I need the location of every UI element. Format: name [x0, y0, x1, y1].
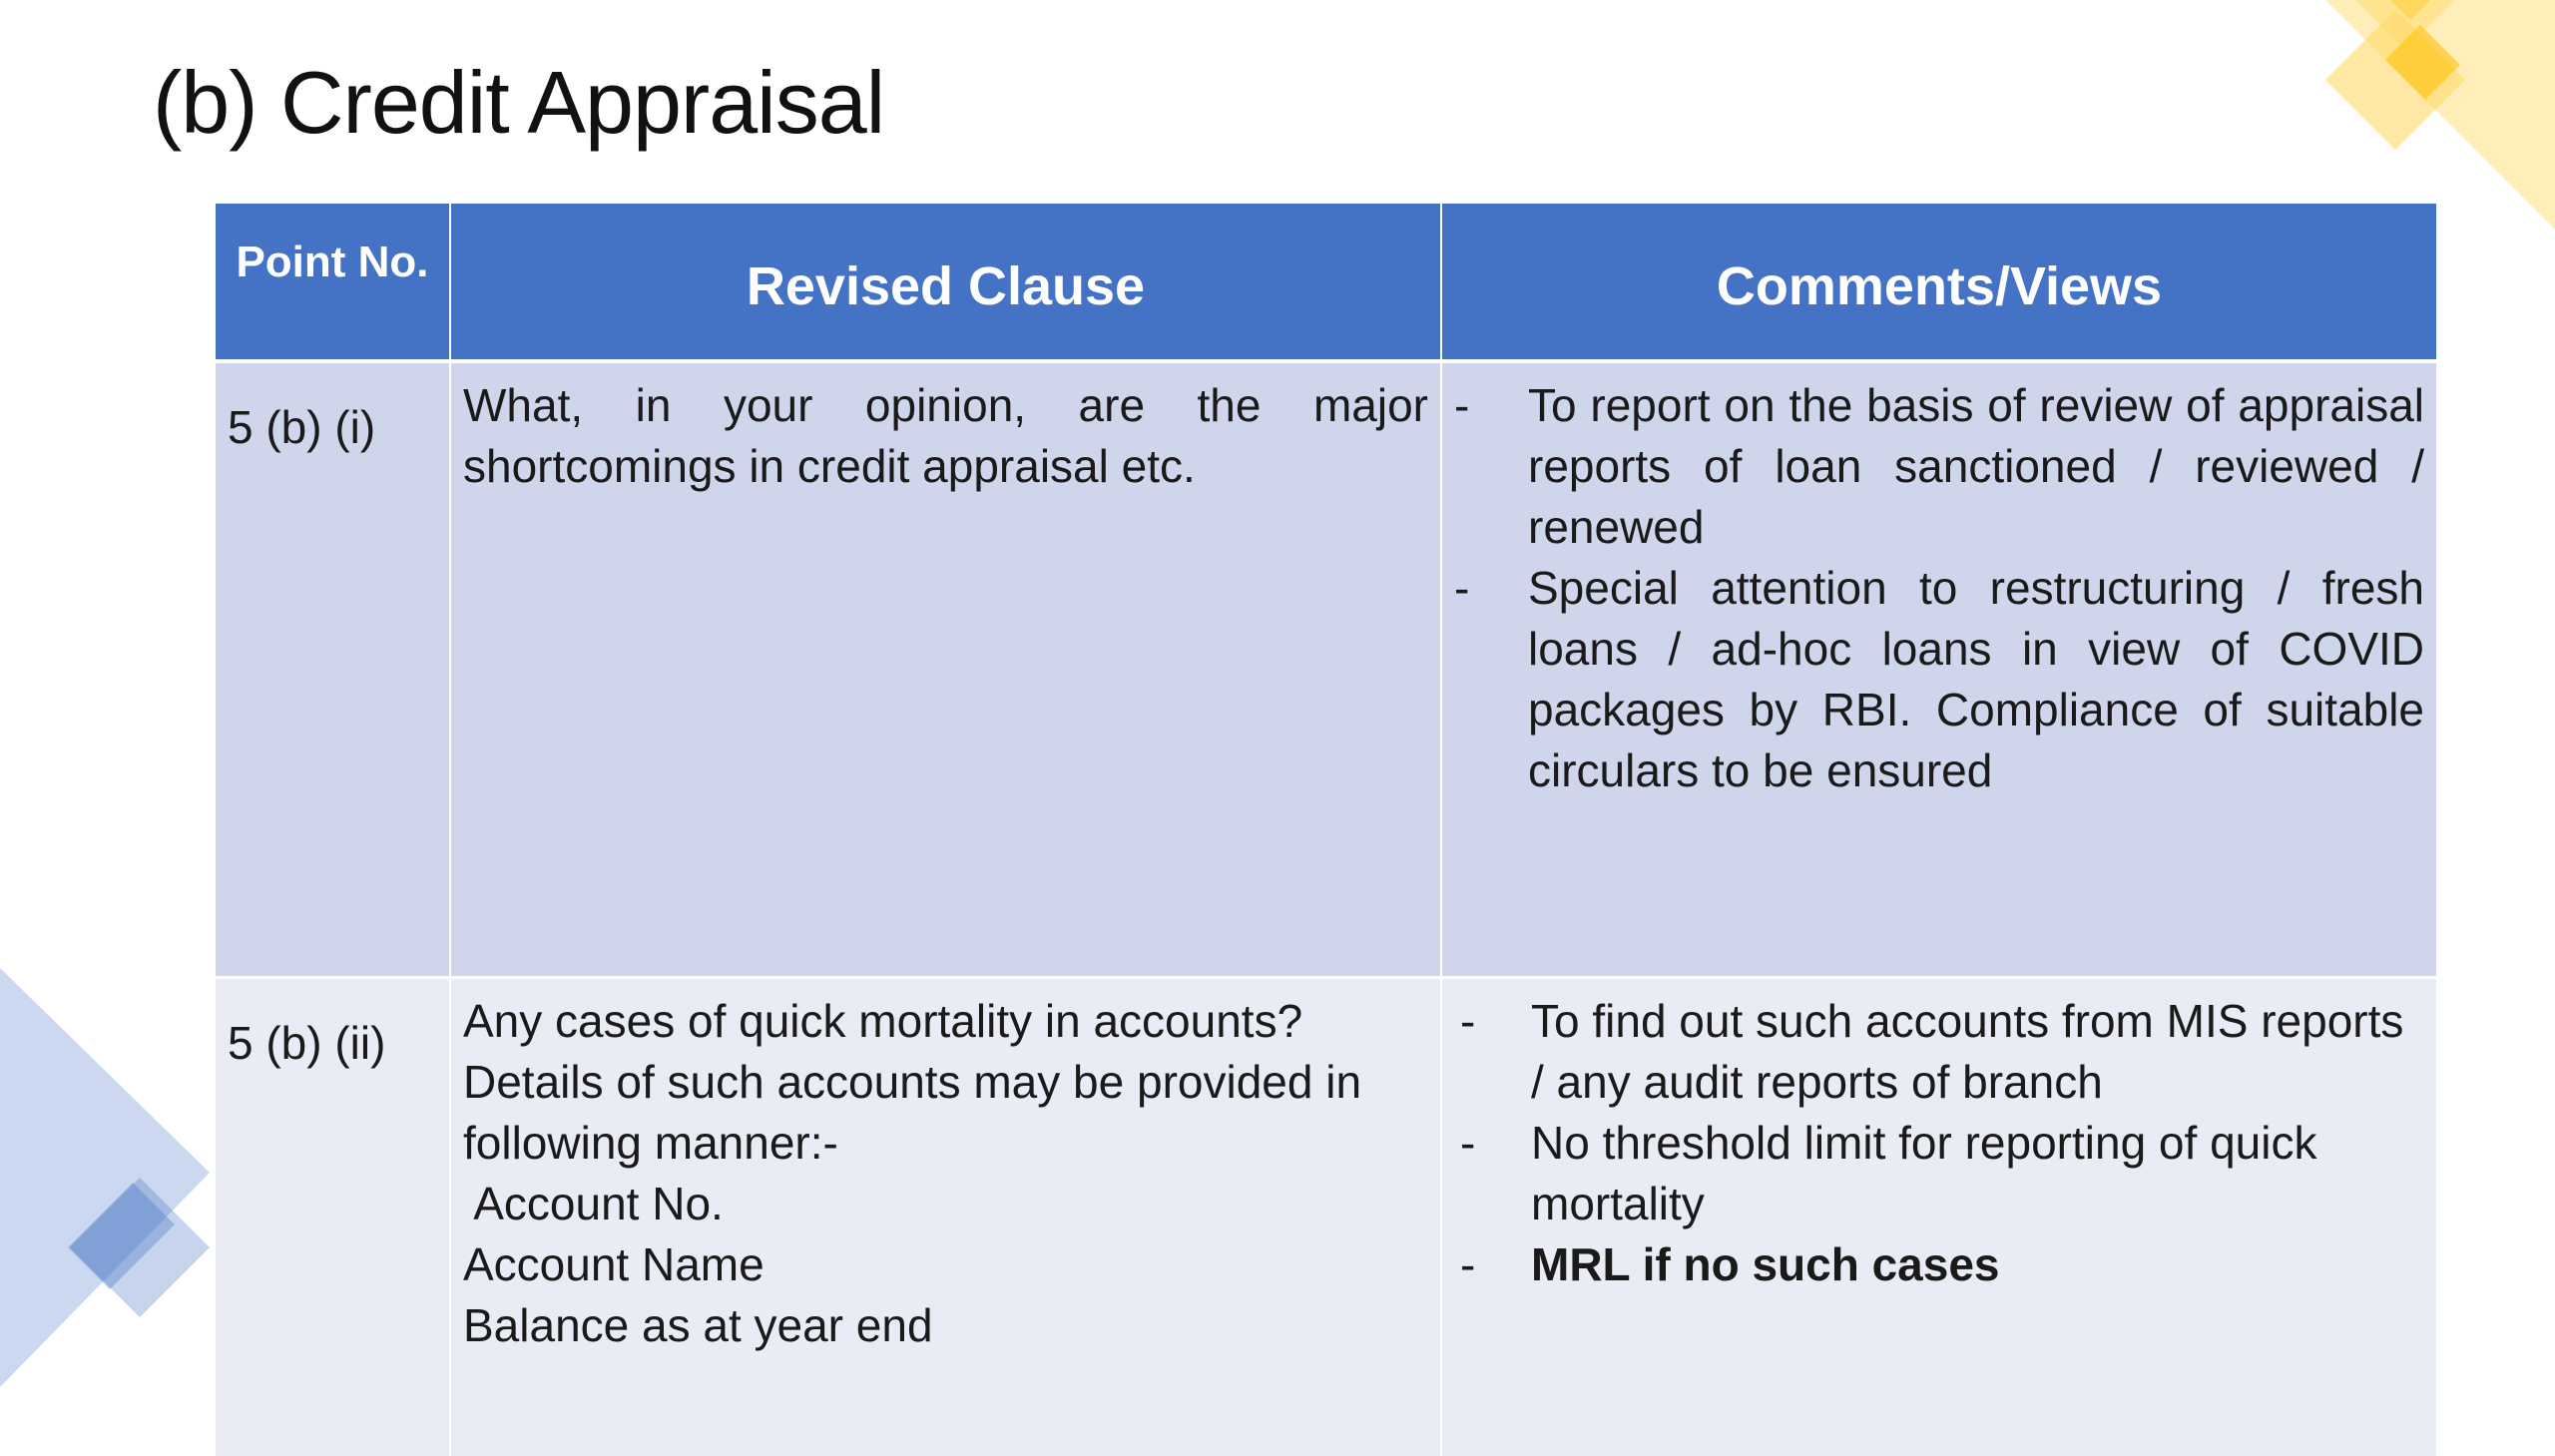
comments-cell	[1441, 361, 2437, 978]
comments-cell	[1441, 978, 2437, 1456]
point-no-cell: 5 (b) (ii)	[215, 978, 450, 1456]
slide-title: (b) Credit Appraisal	[153, 50, 884, 156]
comment-item	[1454, 1234, 2424, 1295]
revised-clause-cell	[450, 978, 1441, 1456]
comments-list	[1454, 991, 2424, 1295]
dash-bullet: -	[1454, 375, 1528, 436]
table-row	[215, 361, 2437, 978]
point-no-cell: 5 (b) (i)	[215, 361, 450, 978]
clause-line: Balance as at year end	[463, 1295, 1428, 1356]
credit-appraisal-table	[214, 204, 2438, 1456]
header-comments-views: Comments/Views	[1441, 204, 2437, 361]
comment-text-bold: MRL if no such cases	[1531, 1234, 2424, 1295]
clause-line: following manner:-	[463, 1113, 1428, 1174]
revised-clause-cell	[450, 361, 1441, 978]
bottom-left-decoration	[0, 958, 220, 1397]
comment-item	[1454, 1113, 2424, 1234]
comments-list	[1454, 375, 2424, 801]
dash-bullet: -	[1454, 558, 1528, 619]
comment-item	[1454, 375, 2424, 558]
comment-text: Special attention to restructuring / fresh loans / ad-hoc loans in view of COVID packages by RBI. Compliance of suitable circulars to be ensured	[1528, 558, 2424, 801]
header-point-no: Point No.	[215, 204, 450, 361]
clause-text: What, in your opinion, are the major shortcomings in credit appraisal etc.	[463, 375, 1428, 497]
comment-text: No threshold limit for reporting of quick mortality	[1531, 1113, 2424, 1234]
table-header-row	[215, 204, 2437, 361]
header-revised-clause: Revised Clause	[450, 204, 1441, 361]
clause-line: Any cases of quick mortality in accounts?	[463, 991, 1428, 1052]
comment-text: To report on the basis of review of appraisal reports of loan sanctioned / reviewed / renewed	[1528, 375, 2424, 558]
comment-item	[1454, 558, 2424, 801]
clause-line: Account No.	[463, 1174, 1428, 1234]
comment-item	[1454, 991, 2424, 1113]
dash-bullet: -	[1454, 1113, 1531, 1174]
dash-bullet: -	[1454, 1234, 1531, 1295]
dash-bullet: -	[1454, 991, 1531, 1052]
comment-text: To find out such accounts from MIS reports / any audit reports of branch	[1531, 991, 2424, 1113]
clause-line: Account Name	[463, 1234, 1428, 1295]
clause-line: Details of such accounts may be provided in	[463, 1052, 1428, 1113]
table-row	[215, 978, 2437, 1456]
